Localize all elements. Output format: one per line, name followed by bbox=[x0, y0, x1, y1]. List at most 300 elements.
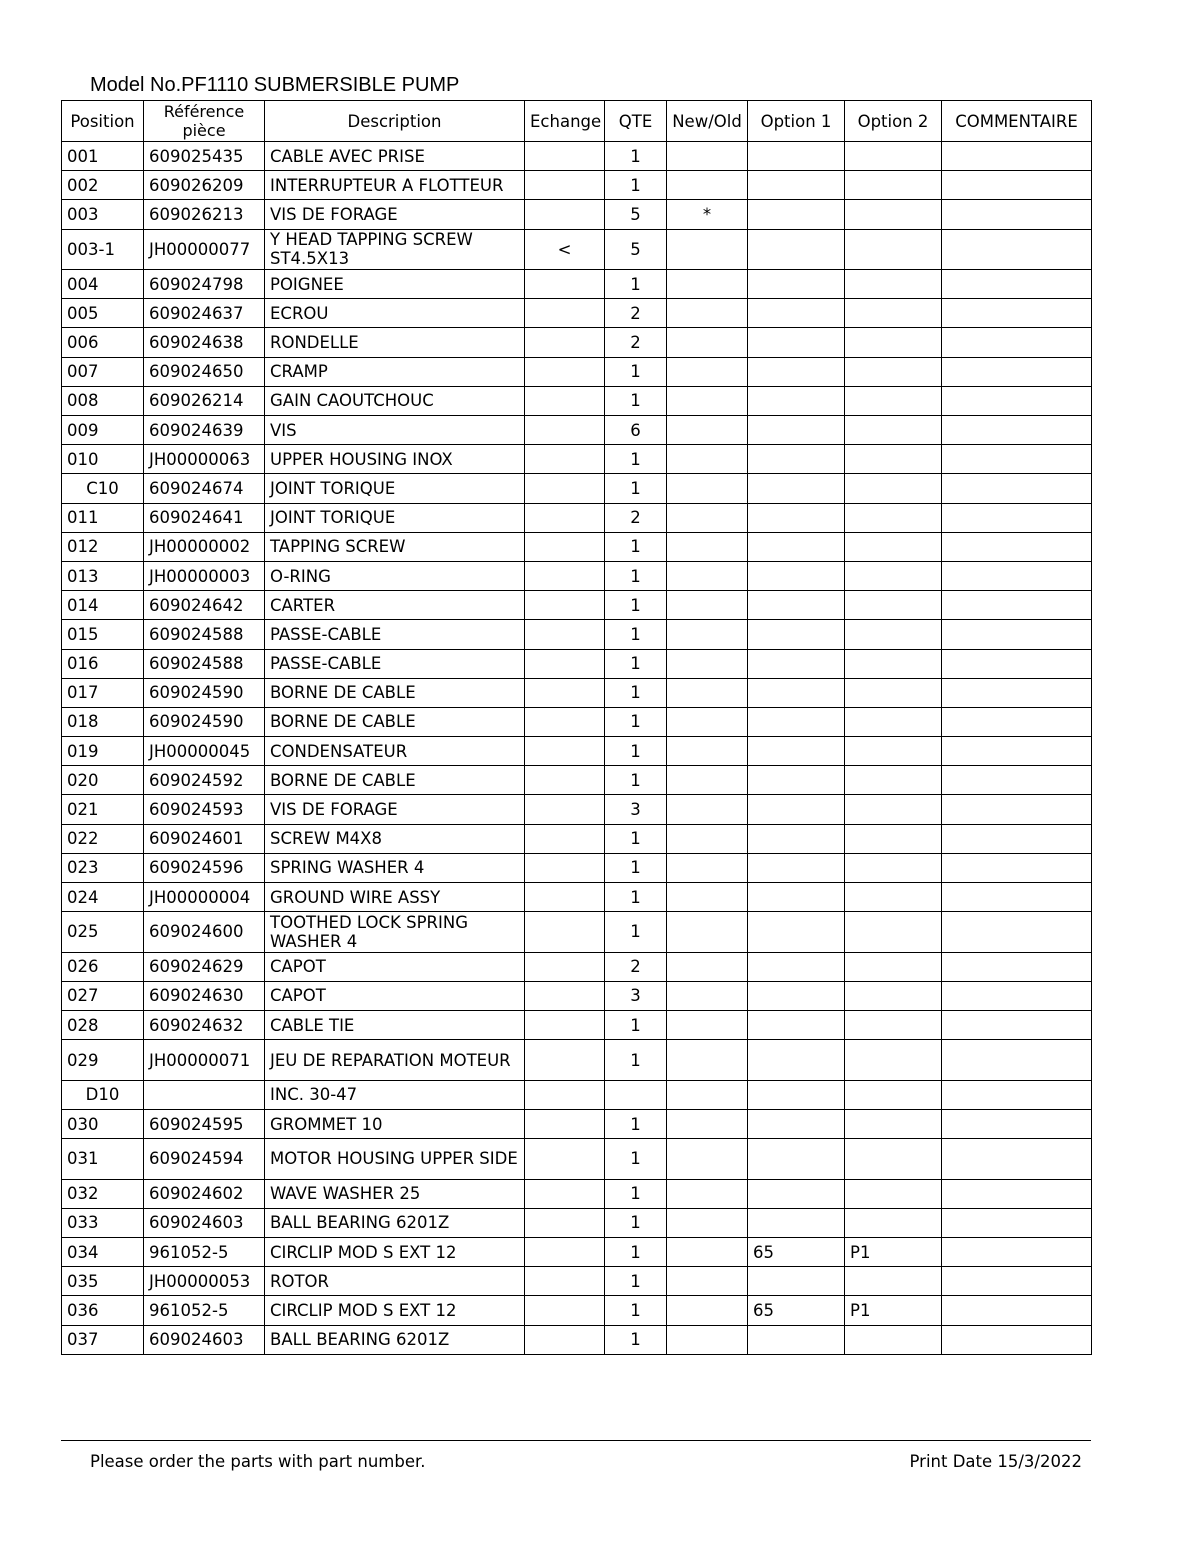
cell-position: 018 bbox=[62, 707, 144, 736]
cell-new-old bbox=[667, 474, 748, 503]
cell-commentaire bbox=[942, 1179, 1092, 1208]
cell-new-old bbox=[667, 270, 748, 299]
table-row bbox=[62, 1080, 1092, 1109]
cell-reference: JH00000077 bbox=[144, 229, 265, 270]
cell-qte: 1 bbox=[605, 766, 667, 795]
cell-commentaire bbox=[942, 952, 1092, 981]
cell-commentaire bbox=[942, 1139, 1092, 1180]
cell-position: 024 bbox=[62, 883, 144, 912]
cell-option2 bbox=[845, 795, 942, 824]
cell-description: BALL BEARING 6201Z bbox=[265, 1325, 525, 1354]
cell-position: 023 bbox=[62, 853, 144, 882]
cell-new-old bbox=[667, 229, 748, 270]
cell-reference: 609025435 bbox=[144, 142, 265, 171]
cell-echange bbox=[525, 707, 605, 736]
cell-description: BALL BEARING 6201Z bbox=[265, 1208, 525, 1237]
cell-commentaire bbox=[942, 1208, 1092, 1237]
cell-echange bbox=[525, 532, 605, 561]
cell-reference: 609026209 bbox=[144, 171, 265, 200]
cell-new-old bbox=[667, 952, 748, 981]
cell-echange bbox=[525, 853, 605, 882]
cell-new-old bbox=[667, 766, 748, 795]
cell-description: GAIN CAOUTCHOUC bbox=[265, 386, 525, 415]
cell-qte: 5 bbox=[605, 200, 667, 229]
cell-qte: 1 bbox=[605, 1040, 667, 1081]
cell-echange bbox=[525, 357, 605, 386]
cell-description: MOTOR HOUSING UPPER SIDE bbox=[265, 1139, 525, 1180]
cell-option2 bbox=[845, 981, 942, 1010]
cell-position: 013 bbox=[62, 561, 144, 590]
cell-qte: 1 bbox=[605, 707, 667, 736]
cell-description: CONDENSATEUR bbox=[265, 737, 525, 766]
cell-option1 bbox=[748, 678, 845, 707]
table-row bbox=[62, 981, 1092, 1010]
table-row bbox=[62, 357, 1092, 386]
cell-commentaire bbox=[942, 912, 1092, 953]
cell-option1: 65 bbox=[748, 1296, 845, 1325]
cell-new-old bbox=[667, 532, 748, 561]
cell-commentaire bbox=[942, 737, 1092, 766]
cell-qte: 1 bbox=[605, 1238, 667, 1267]
cell-commentaire bbox=[942, 1296, 1092, 1325]
cell-description: PASSE-CABLE bbox=[265, 649, 525, 678]
cell-commentaire bbox=[942, 328, 1092, 357]
cell-commentaire bbox=[942, 229, 1092, 270]
cell-commentaire bbox=[942, 591, 1092, 620]
cell-position: 006 bbox=[62, 328, 144, 357]
cell-echange bbox=[525, 1296, 605, 1325]
cell-option2 bbox=[845, 1208, 942, 1237]
cell-option1 bbox=[748, 1179, 845, 1208]
cell-position: 025 bbox=[62, 912, 144, 953]
cell-qte: 1 bbox=[605, 737, 667, 766]
cell-position: 007 bbox=[62, 357, 144, 386]
cell-qte: 1 bbox=[605, 678, 667, 707]
cell-reference: 609024596 bbox=[144, 853, 265, 882]
cell-option1 bbox=[748, 171, 845, 200]
header-reference bbox=[144, 101, 265, 142]
cell-commentaire bbox=[942, 416, 1092, 445]
cell-option2 bbox=[845, 1325, 942, 1354]
cell-position: D10 bbox=[62, 1080, 144, 1109]
cell-option2 bbox=[845, 591, 942, 620]
cell-echange bbox=[525, 200, 605, 229]
table-row bbox=[62, 299, 1092, 328]
footer-divider bbox=[61, 1440, 1091, 1441]
cell-position: 020 bbox=[62, 766, 144, 795]
cell-option1 bbox=[748, 532, 845, 561]
cell-option1 bbox=[748, 912, 845, 953]
cell-echange bbox=[525, 416, 605, 445]
cell-reference: JH00000053 bbox=[144, 1267, 265, 1296]
cell-description: ROTOR bbox=[265, 1267, 525, 1296]
cell-reference: 609024632 bbox=[144, 1011, 265, 1040]
cell-description: CIRCLIP MOD S EXT 12 bbox=[265, 1296, 525, 1325]
cell-option2 bbox=[845, 1011, 942, 1040]
cell-option1 bbox=[748, 445, 845, 474]
cell-reference: 609024590 bbox=[144, 707, 265, 736]
cell-echange bbox=[525, 591, 605, 620]
cell-commentaire bbox=[942, 142, 1092, 171]
cell-reference: JH00000063 bbox=[144, 445, 265, 474]
table-row bbox=[62, 737, 1092, 766]
cell-commentaire bbox=[942, 1011, 1092, 1040]
cell-qte: 1 bbox=[605, 1267, 667, 1296]
cell-commentaire bbox=[942, 1040, 1092, 1081]
table-row bbox=[62, 1179, 1092, 1208]
cell-option2 bbox=[845, 299, 942, 328]
cell-echange bbox=[525, 795, 605, 824]
cell-option1 bbox=[748, 1208, 845, 1237]
cell-new-old bbox=[667, 503, 748, 532]
cell-option1 bbox=[748, 591, 845, 620]
cell-reference: 609024629 bbox=[144, 952, 265, 981]
cell-new-old bbox=[667, 620, 748, 649]
cell-qte: 1 bbox=[605, 1139, 667, 1180]
cell-echange bbox=[525, 620, 605, 649]
cell-new-old bbox=[667, 142, 748, 171]
cell-reference: 609024590 bbox=[144, 678, 265, 707]
cell-commentaire bbox=[942, 270, 1092, 299]
cell-qte bbox=[605, 1080, 667, 1109]
cell-new-old bbox=[667, 1080, 748, 1109]
header-commentaire: COMMENTAIRE bbox=[942, 101, 1092, 142]
cell-option2 bbox=[845, 1109, 942, 1138]
table-row bbox=[62, 229, 1092, 270]
cell-description: POIGNEE bbox=[265, 270, 525, 299]
cell-reference: 609024588 bbox=[144, 620, 265, 649]
cell-qte: 5 bbox=[605, 229, 667, 270]
cell-position: 008 bbox=[62, 386, 144, 415]
cell-option2 bbox=[845, 328, 942, 357]
cell-echange bbox=[525, 171, 605, 200]
cell-option2 bbox=[845, 678, 942, 707]
cell-qte: 1 bbox=[605, 824, 667, 853]
cell-echange bbox=[525, 981, 605, 1010]
cell-position: 030 bbox=[62, 1109, 144, 1138]
cell-description: VIS bbox=[265, 416, 525, 445]
table-row bbox=[62, 678, 1092, 707]
cell-qte: 1 bbox=[605, 883, 667, 912]
table-row bbox=[62, 649, 1092, 678]
cell-reference bbox=[144, 1080, 265, 1109]
cell-qte: 1 bbox=[605, 1296, 667, 1325]
cell-qte: 2 bbox=[605, 503, 667, 532]
cell-description: PASSE-CABLE bbox=[265, 620, 525, 649]
cell-new-old bbox=[667, 445, 748, 474]
cell-commentaire bbox=[942, 445, 1092, 474]
parts-body bbox=[62, 142, 1092, 1355]
table-row bbox=[62, 795, 1092, 824]
table-row bbox=[62, 883, 1092, 912]
cell-description: GROMMET 10 bbox=[265, 1109, 525, 1138]
cell-commentaire bbox=[942, 561, 1092, 590]
parts-table bbox=[61, 100, 1092, 1355]
cell-reference: 609024642 bbox=[144, 591, 265, 620]
cell-new-old bbox=[667, 1040, 748, 1081]
cell-reference: 609024595 bbox=[144, 1109, 265, 1138]
cell-option2 bbox=[845, 853, 942, 882]
cell-position: 037 bbox=[62, 1325, 144, 1354]
cell-commentaire bbox=[942, 386, 1092, 415]
cell-description: CAPOT bbox=[265, 981, 525, 1010]
cell-echange bbox=[525, 1109, 605, 1138]
cell-position: 017 bbox=[62, 678, 144, 707]
cell-position: 009 bbox=[62, 416, 144, 445]
cell-echange: < bbox=[525, 229, 605, 270]
cell-option2 bbox=[845, 1179, 942, 1208]
table-row bbox=[62, 1296, 1092, 1325]
cell-commentaire bbox=[942, 678, 1092, 707]
table-row bbox=[62, 503, 1092, 532]
cell-position: 015 bbox=[62, 620, 144, 649]
cell-option2 bbox=[845, 416, 942, 445]
cell-position: 012 bbox=[62, 532, 144, 561]
cell-commentaire bbox=[942, 1238, 1092, 1267]
table-row bbox=[62, 1238, 1092, 1267]
table-row bbox=[62, 912, 1092, 953]
cell-option1 bbox=[748, 561, 845, 590]
footer-note: Please order the parts with part number. bbox=[90, 1452, 426, 1471]
cell-description: VIS DE FORAGE bbox=[265, 200, 525, 229]
cell-echange bbox=[525, 1179, 605, 1208]
cell-description: JOINT TORIQUE bbox=[265, 474, 525, 503]
cell-reference: 609024594 bbox=[144, 1139, 265, 1180]
cell-option1 bbox=[748, 853, 845, 882]
cell-echange bbox=[525, 561, 605, 590]
cell-commentaire bbox=[942, 171, 1092, 200]
cell-option2 bbox=[845, 620, 942, 649]
cell-option1 bbox=[748, 386, 845, 415]
cell-option2 bbox=[845, 503, 942, 532]
cell-echange bbox=[525, 1238, 605, 1267]
cell-description: O-RING bbox=[265, 561, 525, 590]
cell-new-old bbox=[667, 416, 748, 445]
table-row bbox=[62, 532, 1092, 561]
cell-description: RONDELLE bbox=[265, 328, 525, 357]
cell-qte: 1 bbox=[605, 620, 667, 649]
cell-position: 016 bbox=[62, 649, 144, 678]
cell-option1 bbox=[748, 299, 845, 328]
cell-description: CAPOT bbox=[265, 952, 525, 981]
cell-qte: 1 bbox=[605, 1109, 667, 1138]
cell-reference: 609024638 bbox=[144, 328, 265, 357]
cell-new-old bbox=[667, 883, 748, 912]
header-description: Description bbox=[265, 101, 525, 142]
cell-qte: 1 bbox=[605, 142, 667, 171]
table-row bbox=[62, 1267, 1092, 1296]
cell-description: Y HEAD TAPPING SCREW ST4.5X13 bbox=[265, 229, 525, 270]
cell-new-old bbox=[667, 678, 748, 707]
cell-commentaire bbox=[942, 981, 1092, 1010]
cell-option2 bbox=[845, 357, 942, 386]
cell-qte: 1 bbox=[605, 853, 667, 882]
table-row bbox=[62, 824, 1092, 853]
cell-option1 bbox=[748, 1267, 845, 1296]
cell-option1 bbox=[748, 952, 845, 981]
cell-position: 010 bbox=[62, 445, 144, 474]
table-row bbox=[62, 474, 1092, 503]
header-new-old: New/Old bbox=[667, 101, 748, 142]
table-row bbox=[62, 270, 1092, 299]
cell-echange bbox=[525, 270, 605, 299]
cell-option1 bbox=[748, 737, 845, 766]
cell-echange bbox=[525, 1011, 605, 1040]
cell-commentaire bbox=[942, 883, 1092, 912]
table-row bbox=[62, 171, 1092, 200]
cell-option1 bbox=[748, 1011, 845, 1040]
cell-echange bbox=[525, 678, 605, 707]
cell-position: 035 bbox=[62, 1267, 144, 1296]
cell-echange bbox=[525, 328, 605, 357]
cell-description: TOOTHED LOCK SPRING WASHER 4 bbox=[265, 912, 525, 953]
cell-option2 bbox=[845, 532, 942, 561]
header-reference-line2: pièce bbox=[182, 121, 226, 140]
cell-position: 032 bbox=[62, 1179, 144, 1208]
table-row bbox=[62, 1325, 1092, 1354]
cell-reference: 609024603 bbox=[144, 1325, 265, 1354]
cell-new-old bbox=[667, 1238, 748, 1267]
cell-option1 bbox=[748, 328, 845, 357]
table-row bbox=[62, 1040, 1092, 1081]
table-row bbox=[62, 200, 1092, 229]
cell-new-old bbox=[667, 1267, 748, 1296]
cell-commentaire bbox=[942, 707, 1092, 736]
cell-new-old bbox=[667, 795, 748, 824]
cell-new-old bbox=[667, 171, 748, 200]
cell-commentaire bbox=[942, 1109, 1092, 1138]
cell-option2 bbox=[845, 229, 942, 270]
cell-new-old bbox=[667, 299, 748, 328]
cell-position: 036 bbox=[62, 1296, 144, 1325]
cell-option2 bbox=[845, 1139, 942, 1180]
cell-reference: 609024639 bbox=[144, 416, 265, 445]
cell-commentaire bbox=[942, 532, 1092, 561]
cell-qte: 2 bbox=[605, 299, 667, 328]
cell-option1 bbox=[748, 795, 845, 824]
cell-new-old bbox=[667, 1011, 748, 1040]
cell-reference: JH00000002 bbox=[144, 532, 265, 561]
cell-option2: P1 bbox=[845, 1296, 942, 1325]
cell-echange bbox=[525, 1080, 605, 1109]
cell-new-old bbox=[667, 1296, 748, 1325]
cell-option1 bbox=[748, 416, 845, 445]
cell-new-old bbox=[667, 328, 748, 357]
cell-description: JOINT TORIQUE bbox=[265, 503, 525, 532]
cell-echange bbox=[525, 299, 605, 328]
cell-option1 bbox=[748, 474, 845, 503]
cell-description: CARTER bbox=[265, 591, 525, 620]
table-row bbox=[62, 591, 1092, 620]
cell-echange bbox=[525, 386, 605, 415]
cell-new-old bbox=[667, 357, 748, 386]
cell-option2 bbox=[845, 766, 942, 795]
cell-commentaire bbox=[942, 299, 1092, 328]
cell-qte: 1 bbox=[605, 171, 667, 200]
cell-option2 bbox=[845, 386, 942, 415]
cell-position: 022 bbox=[62, 824, 144, 853]
cell-reference: 609024637 bbox=[144, 299, 265, 328]
cell-echange bbox=[525, 766, 605, 795]
cell-description: SPRING WASHER 4 bbox=[265, 853, 525, 882]
cell-qte: 1 bbox=[605, 532, 667, 561]
cell-option1 bbox=[748, 229, 845, 270]
cell-new-old bbox=[667, 386, 748, 415]
cell-new-old bbox=[667, 1179, 748, 1208]
header-reference-line1: Référence bbox=[163, 102, 245, 121]
cell-position: 002 bbox=[62, 171, 144, 200]
cell-reference: JH00000071 bbox=[144, 1040, 265, 1081]
cell-reference: 609024650 bbox=[144, 357, 265, 386]
cell-option2 bbox=[845, 737, 942, 766]
cell-reference: 609024602 bbox=[144, 1179, 265, 1208]
cell-reference: 609024798 bbox=[144, 270, 265, 299]
cell-description: JEU DE REPARATION MOTEUR bbox=[265, 1040, 525, 1081]
cell-commentaire bbox=[942, 503, 1092, 532]
cell-description: CABLE TIE bbox=[265, 1011, 525, 1040]
cell-description: BORNE DE CABLE bbox=[265, 766, 525, 795]
cell-option1 bbox=[748, 1040, 845, 1081]
page-title: Model No.PF1110 SUBMERSIBLE PUMP bbox=[90, 74, 460, 96]
cell-qte: 1 bbox=[605, 1325, 667, 1354]
table-row bbox=[62, 561, 1092, 590]
cell-echange bbox=[525, 1267, 605, 1296]
cell-description: ECROU bbox=[265, 299, 525, 328]
cell-echange bbox=[525, 952, 605, 981]
cell-description: VIS DE FORAGE bbox=[265, 795, 525, 824]
cell-reference: 609024593 bbox=[144, 795, 265, 824]
cell-new-old bbox=[667, 1208, 748, 1237]
cell-qte: 1 bbox=[605, 386, 667, 415]
cell-option2 bbox=[845, 474, 942, 503]
table-row bbox=[62, 620, 1092, 649]
cell-position: 019 bbox=[62, 737, 144, 766]
cell-option1 bbox=[748, 1109, 845, 1138]
cell-commentaire bbox=[942, 1267, 1092, 1296]
table-row bbox=[62, 328, 1092, 357]
table-row bbox=[62, 416, 1092, 445]
cell-position: 014 bbox=[62, 591, 144, 620]
cell-option1 bbox=[748, 883, 845, 912]
cell-reference: 961052-5 bbox=[144, 1238, 265, 1267]
cell-option2 bbox=[845, 270, 942, 299]
header-row bbox=[62, 101, 1092, 142]
cell-position: 011 bbox=[62, 503, 144, 532]
cell-description: GROUND WIRE ASSY bbox=[265, 883, 525, 912]
cell-new-old bbox=[667, 591, 748, 620]
cell-echange bbox=[525, 503, 605, 532]
cell-position: 033 bbox=[62, 1208, 144, 1237]
cell-commentaire bbox=[942, 824, 1092, 853]
table-row bbox=[62, 386, 1092, 415]
cell-option2 bbox=[845, 445, 942, 474]
cell-reference: 609024674 bbox=[144, 474, 265, 503]
cell-option2 bbox=[845, 649, 942, 678]
cell-echange bbox=[525, 142, 605, 171]
table-row bbox=[62, 445, 1092, 474]
cell-new-old bbox=[667, 981, 748, 1010]
cell-reference: 609024592 bbox=[144, 766, 265, 795]
cell-option2 bbox=[845, 142, 942, 171]
cell-option2 bbox=[845, 1040, 942, 1081]
table-row bbox=[62, 1139, 1092, 1180]
cell-commentaire bbox=[942, 649, 1092, 678]
cell-qte: 2 bbox=[605, 328, 667, 357]
cell-qte: 6 bbox=[605, 416, 667, 445]
table-row bbox=[62, 1011, 1092, 1040]
cell-position: 034 bbox=[62, 1238, 144, 1267]
cell-description: BORNE DE CABLE bbox=[265, 678, 525, 707]
